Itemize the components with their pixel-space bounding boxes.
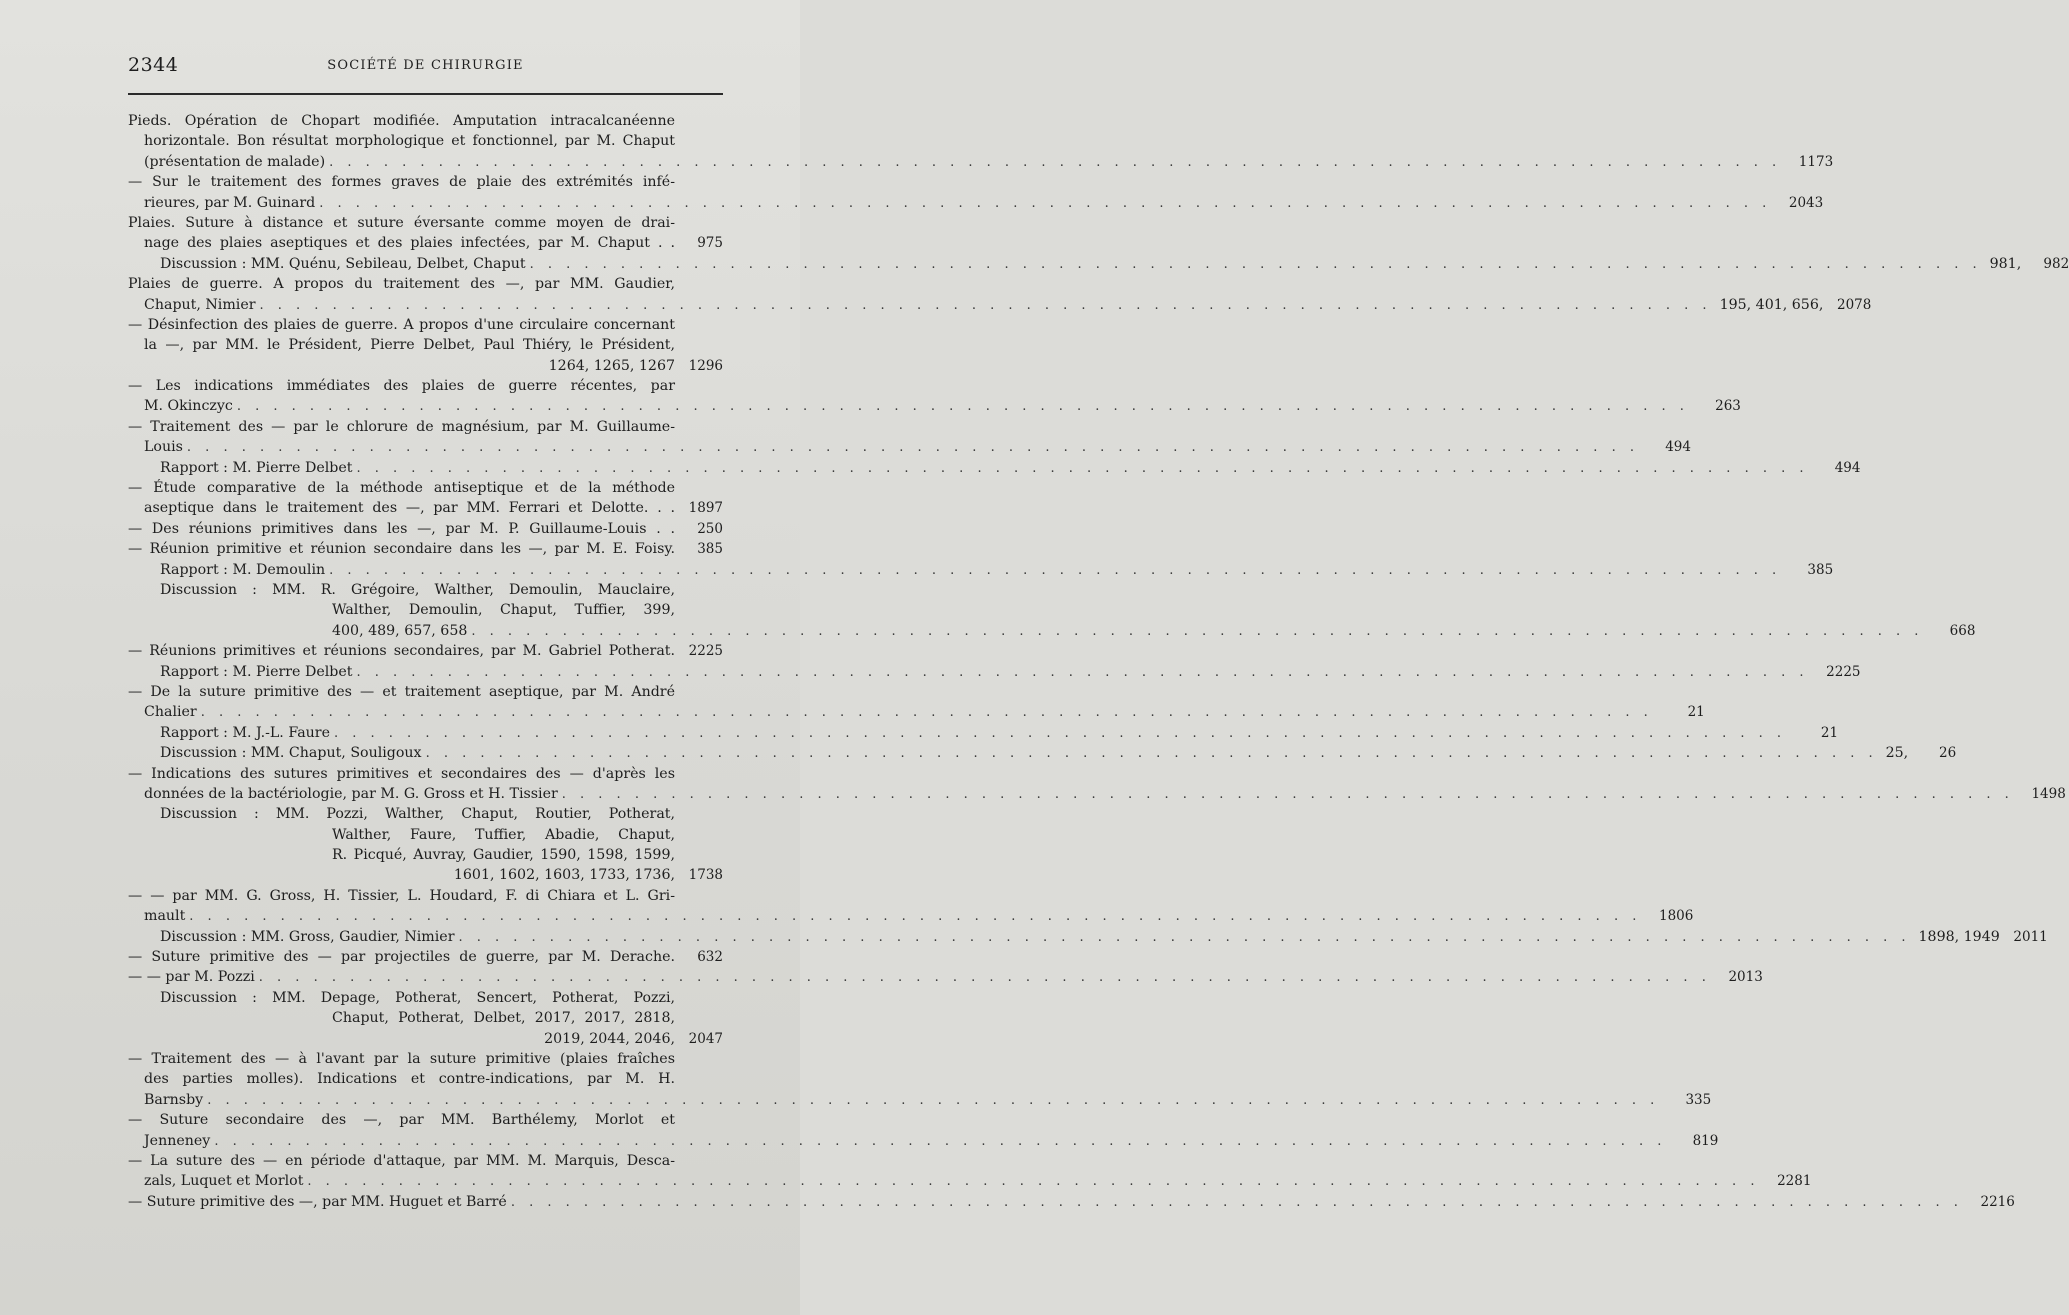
entry-text: aseptique dans le traitement des —, par MM. Ferrari et Delotte. . .: [144, 500, 675, 517]
index-line: [128, 804, 723, 824]
index-line: [128, 498, 723, 518]
index-line: [128, 315, 723, 335]
index-line: [128, 1069, 723, 1089]
index-line: [128, 743, 1957, 763]
dot-leader: . . . . . . . . . . . . . . . . . . . . . . . . . . . . . . . . . . . . . . . . . . . . . . . . . . . . . . . . . . . . . . . . . . . . . . . . . . . . . . . .: [200, 705, 1653, 721]
index-line: [128, 539, 723, 559]
entry-text: — Les indications immédiates des plaies de guerre récentes, par: [128, 378, 675, 395]
page-number-ref: 2078: [1837, 296, 1872, 313]
entry-text: Rapport : M. Pierre Delbet: [160, 459, 353, 476]
page-header: [128, 54, 723, 80]
index-line: [128, 662, 1861, 682]
index-line: [128, 254, 2069, 274]
page-number-ref: 1173: [1798, 153, 1834, 170]
entry-text: nage des plaies aseptiques et des plaies infectées, par M. Chaput . .: [144, 235, 675, 252]
page-number-ref: 263: [1715, 398, 1741, 415]
index-line: [128, 1171, 1812, 1191]
page-number-ref: 1806: [1658, 908, 1694, 925]
page-refs: 2019, 2044, 2046,: [544, 1030, 675, 1047]
entry-text: Walther, Demoulin, Chaput, Tuffier, 399,: [332, 602, 675, 619]
page-refs: 195, 401, 656,: [1719, 296, 1824, 313]
header-rule: [128, 93, 723, 95]
entry-text: Rapport : M. J.-L. Faure: [160, 724, 330, 741]
dot-leader: . . . . . . . . . . . . . . . . . . . . . . . . . . . . . . . . . . . . . . . . . . . . . . . . . . . . . . . . . . . . . . . . . . . . . . . . . . . . . . . .: [471, 623, 1924, 639]
index-line: [128, 1008, 723, 1028]
page-number-ref: 385: [697, 541, 723, 558]
entry-text: Jenneney: [144, 1132, 211, 1149]
index-line: [128, 396, 1741, 416]
index-line: [128, 519, 723, 539]
entry-text: — Suture secondaire des —, par MM. Barthélemy, Morlot et: [128, 1112, 675, 1129]
entry-text: Walther, Faure, Tuffier, Abadie, Chaput,: [332, 826, 675, 843]
entry-text: rieures, par M. Guinard: [144, 194, 316, 211]
index-line: [128, 682, 723, 702]
dot-leader: . . . . . . . . . . . . . . . . . . . . . . . . . . . . . . . . . . . . . . . . . . . . . . . . . . . . . . . . . . . . . . . . . . . . . . . . . . . . . . . .: [425, 746, 1878, 762]
entry-text: Discussion : MM. R. Grégoire, Walther, Demoulin, Mauclaire,: [160, 581, 675, 598]
index-line: [128, 193, 1824, 213]
entry-text: Rapport : M. Demoulin: [160, 561, 326, 578]
entry-text: — De la suture primitive des — et traitement aseptique, par M. André: [128, 683, 675, 700]
index-line: [128, 233, 723, 253]
entry-text: Chalier: [144, 704, 197, 721]
page-number-ref: 494: [1665, 439, 1691, 456]
entry-text: — Réunion primitive et réunion secondaire dans les —, par M. E. Foisy.: [128, 541, 675, 558]
dot-leader: . . . . . . . . . . . . . . . . . . . . . . . . . . . . . . . . . . . . . . . . . . . . . . . . . . . . . . . . . . . . . . . . . . . . . . . . . . . . . . . .: [319, 195, 1772, 211]
index-entries: [128, 111, 2069, 1212]
entry-text: la —, par MM. le Président, Pierre Delbet, Paul Thiéry, le Président,: [144, 337, 675, 354]
index-line: [128, 947, 723, 967]
index-line: [128, 988, 723, 1008]
page-refs: 1898, 1949: [1918, 928, 2000, 945]
index-line: [128, 478, 723, 498]
index-line: [128, 621, 1976, 641]
page-number: 2344: [128, 54, 179, 76]
entry-text: — Suture primitive des — par projectiles de guerre, par M. Derache.: [128, 949, 675, 966]
dot-leader: . . . . . . . . . . . . . . . . . . . . . . . . . . . . . . . . . . . . . . . . . . . . . . . . . . . . . . . . . . . . . . . . . . . . . . . . . . . . . . . .: [561, 786, 2014, 802]
page-number-ref: 2216: [1980, 1193, 2015, 1210]
entry-text: données de la bactériologie, par M. G. Gross et H. Tissier: [144, 785, 558, 802]
page-number-ref: 1738: [688, 867, 723, 884]
entry-text: Rapport : M. Pierre Delbet: [160, 663, 353, 680]
entry-text: mault: [144, 908, 186, 925]
index-line: [128, 702, 1705, 722]
page-number-ref: 2043: [1788, 194, 1824, 211]
page-refs: 981,: [1989, 255, 2022, 272]
entry-text: Discussion : MM. Quénu, Sebileau, Delbet, Chaput: [160, 255, 526, 272]
entry-text: — Des réunions primitives dans les —, par M. P. Guillaume-Louis . .: [128, 520, 675, 537]
index-line: [128, 764, 723, 784]
entry-text: Louis: [144, 439, 183, 456]
index-line: [128, 1151, 723, 1171]
page-number-ref: 1897: [688, 500, 723, 517]
index-line: [128, 1029, 723, 1049]
index-line: [128, 1192, 2015, 1212]
page-refs: 25,: [1885, 745, 1909, 762]
entry-text: — Étude comparative de la méthode antiseptique et de la méthode: [128, 480, 675, 497]
page-number-ref: 1296: [688, 357, 723, 374]
entry-text: Chaput, Nimier: [144, 296, 256, 313]
entry-text: M. Okinczyc: [144, 398, 233, 415]
entry-text: 400, 489, 657, 658: [332, 622, 468, 639]
page-number-ref: 21: [1820, 724, 1839, 741]
entry-text: — Traitement des — à l'avant par la suture primitive (plaies fraîches: [128, 1050, 675, 1067]
index-line: [128, 927, 2048, 947]
entry-text: horizontale. Bon résultat morphologique et fonctionnel, par M. Chaput: [144, 133, 675, 150]
page-number-ref: 2225: [1826, 663, 1861, 680]
page-number-ref: 1498: [2031, 785, 2066, 802]
page-number-ref: 26: [1939, 745, 1957, 762]
index-line: [128, 865, 723, 885]
page-number-ref: 2011: [2013, 928, 2048, 945]
index-line: [128, 152, 1834, 172]
entry-text: — La suture des — en période d'attaque, par MM. M. Marquis, Desca-: [128, 1152, 675, 1169]
page-refs: 1264, 1265, 1267: [548, 357, 675, 374]
page-number-ref: 2225: [688, 643, 723, 660]
index-line: [128, 417, 723, 437]
page-number-ref: 335: [1685, 1091, 1712, 1108]
entry-text: — Réunions primitives et réunions secondaires, par M. Gabriel Potherat.: [128, 643, 675, 660]
index-line: [128, 356, 723, 376]
page-number-ref: 385: [1807, 561, 1834, 578]
dot-leader: . . . . . . . . . . . . . . . . . . . . . . . . . . . . . . . . . . . . . . . . . . . . . . . . . . . . . . . . . . . . . . . . . . . . . . . . . . . . . . . .: [214, 1133, 1667, 1149]
entry-text: — Sur le traitement des formes graves de plaie des extrémités infé-: [128, 174, 675, 191]
entry-text: Chaput, Potherat, Delbet, 2017, 2017, 2818,: [332, 1010, 675, 1027]
index-line: [128, 906, 1694, 926]
page-number-ref: 982: [2043, 255, 2069, 272]
index-line: [128, 376, 723, 396]
entry-text: — Suture primitive des —, par MM. Huguet et Barré: [128, 1193, 507, 1210]
entry-text: Plaies de guerre. A propos du traitement des —, par MM. Gaudier,: [128, 276, 675, 293]
index-line: [128, 967, 1763, 987]
dot-leader: . . . . . . . . . . . . . . . . . . . . . . . . . . . . . . . . . . . . . . . . . . . . . . . . . . . . . . . . . . . . . . . . . . . . . . . . . . . . . . . .: [186, 440, 1639, 456]
index-line: [128, 560, 1834, 580]
entry-text: Pieds. Opération de Chopart modifiée. Amputation intracalcanéenne: [128, 113, 675, 129]
page-number-ref: 668: [1949, 622, 1976, 639]
dot-leader: . . . . . . . . . . . . . . . . . . . . . . . . . . . . . . . . . . . . . . . . . . . . . . . . . . . . . . . . . . . . . . . . . . . . . . . . . . . . . . . .: [334, 725, 1787, 741]
index-line: [128, 600, 723, 620]
entry-text: des parties molles). Indications et contre-indications, par M. H.: [144, 1071, 675, 1088]
entry-text: — — par MM. G. Gross, H. Tissier, L. Houdard, F. di Chiara et L. Gri-: [128, 887, 675, 904]
dot-leader: . . . . . . . . . . . . . . . . . . . . . . . . . . . . . . . . . . . . . . . . . . . . . . . . . . . . . . . . . . . . . . . . . . . . . . . . . . . . . . . .: [529, 256, 1982, 272]
dot-leader: . . . . . . . . . . . . . . . . . . . . . . . . . . . . . . . . . . . . . . . . . . . . . . . . . . . . . . . . . . . . . . . . . . . . . . . . . . . . . . . .: [356, 664, 1809, 680]
entry-text: — Traitement des — par le chlorure de magnésium, par M. Guillaume-: [128, 418, 675, 435]
index-line: [128, 437, 1691, 457]
dot-leader: . . . . . . . . . . . . . . . . . . . . . . . . . . . . . . . . . . . . . . . . . . . . . . . . . . . . . . . . . . . . . . . . . . . . . . . . . . . . . . . .: [356, 460, 1809, 476]
index-line: [128, 1110, 723, 1130]
index-line: [128, 213, 723, 233]
entry-text: Plaies. Suture à distance et suture éversante comme moyen de drai-: [128, 214, 675, 231]
entry-text: Discussion : MM. Gross, Gaudier, Nimier: [160, 928, 455, 945]
index-line: [128, 335, 723, 355]
dot-leader: . . . . . . . . . . . . . . . . . . . . . . . . . . . . . . . . . . . . . . . . . . . . . . . . . . . . . . . . . . . . . . . . . . . . . . . . . . . . . . . .: [236, 399, 1689, 415]
entry-text: — — par M. Pozzi: [128, 969, 255, 986]
index-line: [128, 172, 723, 192]
dot-leader: . . . . . . . . . . . . . . . . . . . . . . . . . . . . . . . . . . . . . . . . . . . . . . . . . . . . . . . . . . . . . . . . . . . . . . . . . . . . . . . .: [207, 1092, 1660, 1108]
page-number-ref: 494: [1834, 459, 1861, 476]
dot-leader: . . . . . . . . . . . . . . . . . . . . . . . . . . . . . . . . . . . . . . . . . . . . . . . . . . . . . . . . . . . . . . . . . . . . . . . . . . . . . . . .: [259, 297, 1712, 313]
dot-leader: . . . . . . . . . . . . . . . . . . . . . . . . . . . . . . . . . . . . . . . . . . . . . . . . . . . . . . . . . . . . . . . . . . . . . . . . . . . . . . . .: [258, 970, 1711, 986]
entry-text: (présentation de malade): [144, 153, 326, 170]
index-line: [128, 723, 1839, 743]
dot-leader: . . . . . . . . . . . . . . . . . . . . . . . . . . . . . . . . . . . . . . . . . . . . . . . . . . . . . . . . . . . . . . . . . . . . . . . . . . . . . . . .: [307, 1174, 1760, 1190]
page-number-ref: 2281: [1777, 1173, 1812, 1190]
page-number-ref: 250: [697, 520, 723, 537]
entry-text: Discussion : MM. Pozzi, Walther, Chaput, Routier, Potherat,: [160, 806, 675, 823]
entry-text: Discussion : MM. Depage, Potherat, Sencert, Potherat, Pozzi,: [160, 989, 675, 1006]
dot-leader: . . . . . . . . . . . . . . . . . . . . . . . . . . . . . . . . . . . . . . . . . . . . . . . . . . . . . . . . . . . . . . . . . . . . . . . . . . . . . . . .: [329, 154, 1782, 170]
index-line: [128, 1090, 1712, 1110]
index-line: [128, 580, 723, 600]
index-line: [128, 886, 723, 906]
index-line: [128, 274, 723, 294]
page-number-ref: 975: [697, 235, 723, 252]
entry-text: — Indications des sutures primitives et secondaires des — d'après les: [128, 765, 675, 782]
page-number-ref: 21: [1687, 704, 1705, 721]
index-line: [128, 295, 1872, 315]
index-line: [128, 111, 723, 131]
running-title: SOCIÉTÉ DE CHIRURGIE: [327, 58, 524, 73]
index-line: [128, 641, 723, 661]
page-number-ref: 2047: [688, 1030, 723, 1047]
page-refs: 1601, 1602, 1603, 1733, 1736,: [453, 867, 675, 884]
index-line: [128, 131, 723, 151]
index-line: [128, 1049, 723, 1069]
dot-leader: . . . . . . . . . . . . . . . . . . . . . . . . . . . . . . . . . . . . . . . . . . . . . . . . . . . . . . . . . . . . . . . . . . . . . . . . . . . . . . . .: [458, 929, 1911, 945]
index-line: [128, 825, 723, 845]
dot-leader: . . . . . . . . . . . . . . . . . . . . . . . . . . . . . . . . . . . . . . . . . . . . . . . . . . . . . . . . . . . . . . . . . . . . . . . . . . . . . . . .: [329, 562, 1782, 578]
index-line: [128, 458, 1861, 478]
entry-text: Discussion : MM. Chaput, Souligoux: [160, 745, 422, 762]
dot-leader: . . . . . . . . . . . . . . . . . . . . . . . . . . . . . . . . . . . . . . . . . . . . . . . . . . . . . . . . . . . . . . . . . . . . . . . . . . . . . . . .: [189, 909, 1642, 925]
page-number-ref: 2013: [1728, 969, 1763, 986]
page-number-ref: 632: [697, 949, 723, 966]
entry-text: — Désinfection des plaies de guerre. A propos d'une circulaire concernant: [128, 316, 675, 333]
entry-text: R. Picqué, Auvray, Gaudier, 1590, 1598, 1599,: [332, 847, 675, 864]
index-line: [128, 845, 723, 865]
index-line: [128, 1131, 1719, 1151]
dot-leader: . . . . . . . . . . . . . . . . . . . . . . . . . . . . . . . . . . . . . . . . . . . . . . . . . . . . . . . . . . . . . . . . . . . . . . . . . . . . . . . .: [510, 1194, 1963, 1210]
index-line: [128, 784, 2066, 804]
entry-text: zals, Luquet et Morlot: [144, 1173, 304, 1190]
page-number-ref: 819: [1692, 1132, 1719, 1149]
entry-text: Barnsby: [144, 1091, 204, 1108]
